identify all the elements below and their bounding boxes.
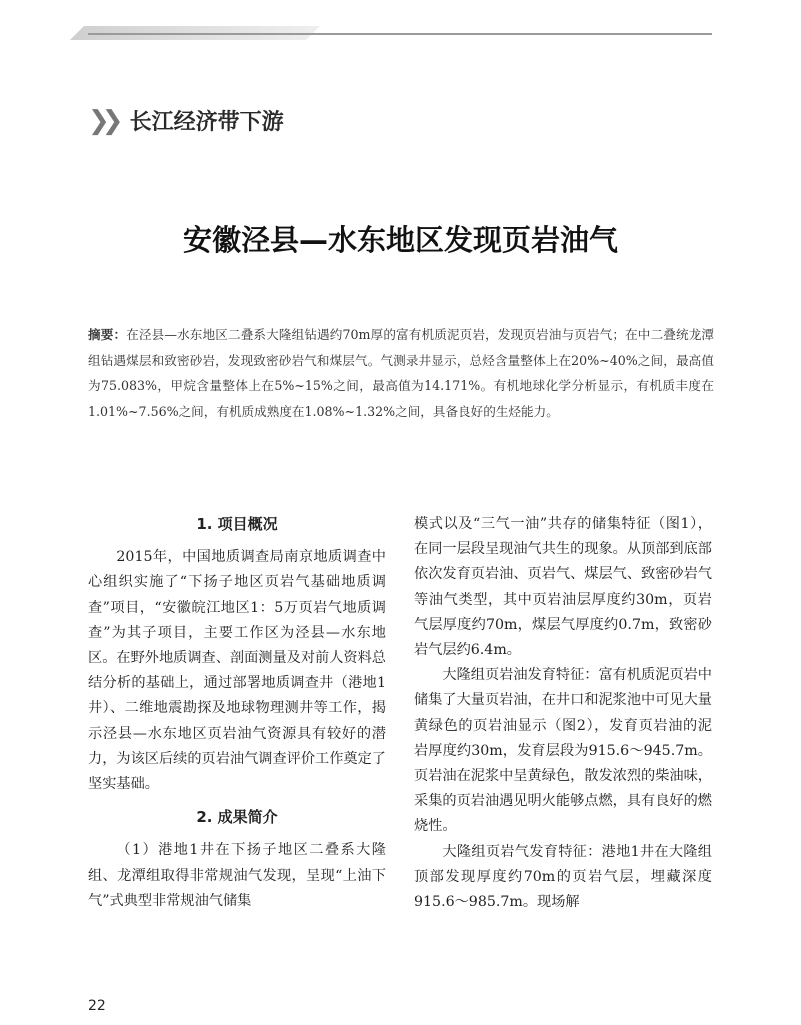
heading-results: 2. 成果简介 — [196, 808, 278, 827]
paragraph: 大隆组页岩油发育特征：富有机质泥页岩中储集了大量页岩油，在井口和泥浆池中可见大量黄绿色的页岩油显示（图2），发育页岩油的泥岩厚度约30m，发育层段为915.6～945.7m。页岩油在泥浆中呈黄绿色，散发浓烈的柴油味，采集的页岩油遇见明火能够点燃，具有良好的燃烧性。 — [414, 667, 712, 835]
section-title: 长江经济带下游 — [129, 109, 284, 135]
running-header — [70, 26, 712, 42]
article-title: 安徽泾县—水东地区发现页岩油气 — [182, 223, 618, 257]
header-rule — [88, 33, 712, 35]
paragraph: 大隆组页岩气发育特征：港地1井在大隆组顶部发现厚度约70m的页岩气层，埋藏深度915.6～985.7m。现场解 — [414, 843, 712, 911]
paragraph: 模式以及“三气一油”共存的储集特征（图1），在同一层段呈现油气共生的现象。从顶部到底部依次发育页岩油、页岩气、煤层气、致密砂岩气等油气类型，其中页岩油层厚度约30m，页岩气层厚度约70m，煤层气厚度约0.7m，致密砂岩气层约6.4m。 — [414, 516, 712, 659]
abstract-label: 摘要： — [88, 327, 127, 342]
section-heading — [88, 105, 284, 136]
abstract — [88, 322, 714, 424]
page-number: 22 — [88, 998, 106, 1014]
double-chevron-icon: ❯❯ — [88, 105, 116, 136]
left-column — [88, 512, 386, 914]
abstract-text: 在泾县—水东地区二叠系大隆组钻遇约70m厚的富有机质泥页岩，发现页岩油与页岩气；在中二叠统龙潭组钻遇煤层和致密砂岩，发现致密砂岩气和煤层气。气测录井显示，总烃含量整体上在20%~40%之间，最高值为75.083%，甲烷含量整体上在5%~15%之间，最高值为14.171%。有机地球化学分析显示，有机质丰度在1.01%~7.56%之间，有机质成熟度在1.08%~1.32%之间，具备良好的生烃能力。 — [88, 327, 715, 419]
right-column — [414, 512, 712, 915]
paragraph: （1）港地1井在下扬子地区二叠系大隆组、龙潭组取得非常规油气发现，呈现“上油下气”式典型非常规油气储集 — [88, 842, 386, 909]
heading-project-overview: 1. 项目概况 — [196, 515, 278, 533]
paragraph: 2015年，中国地质调查局南京地质调查中心组织实施了“下扬子地区页岩气基础地质调查”项目，“安徽皖江地区1：5万页岩气地质调查”为其子项目，主要工作区为泾县—水东地区。在野外地质调查、剖面测量及对前人资料总结分析的基础上，通过部署地质调查井（港地1井）、二维地震勘探及地球物理测井等工作，揭示泾县—水东地区页岩油气资源具有较好的潜力，为该区后续的页岩油气调查评价工作奠定了坚实基础。 — [88, 549, 386, 793]
